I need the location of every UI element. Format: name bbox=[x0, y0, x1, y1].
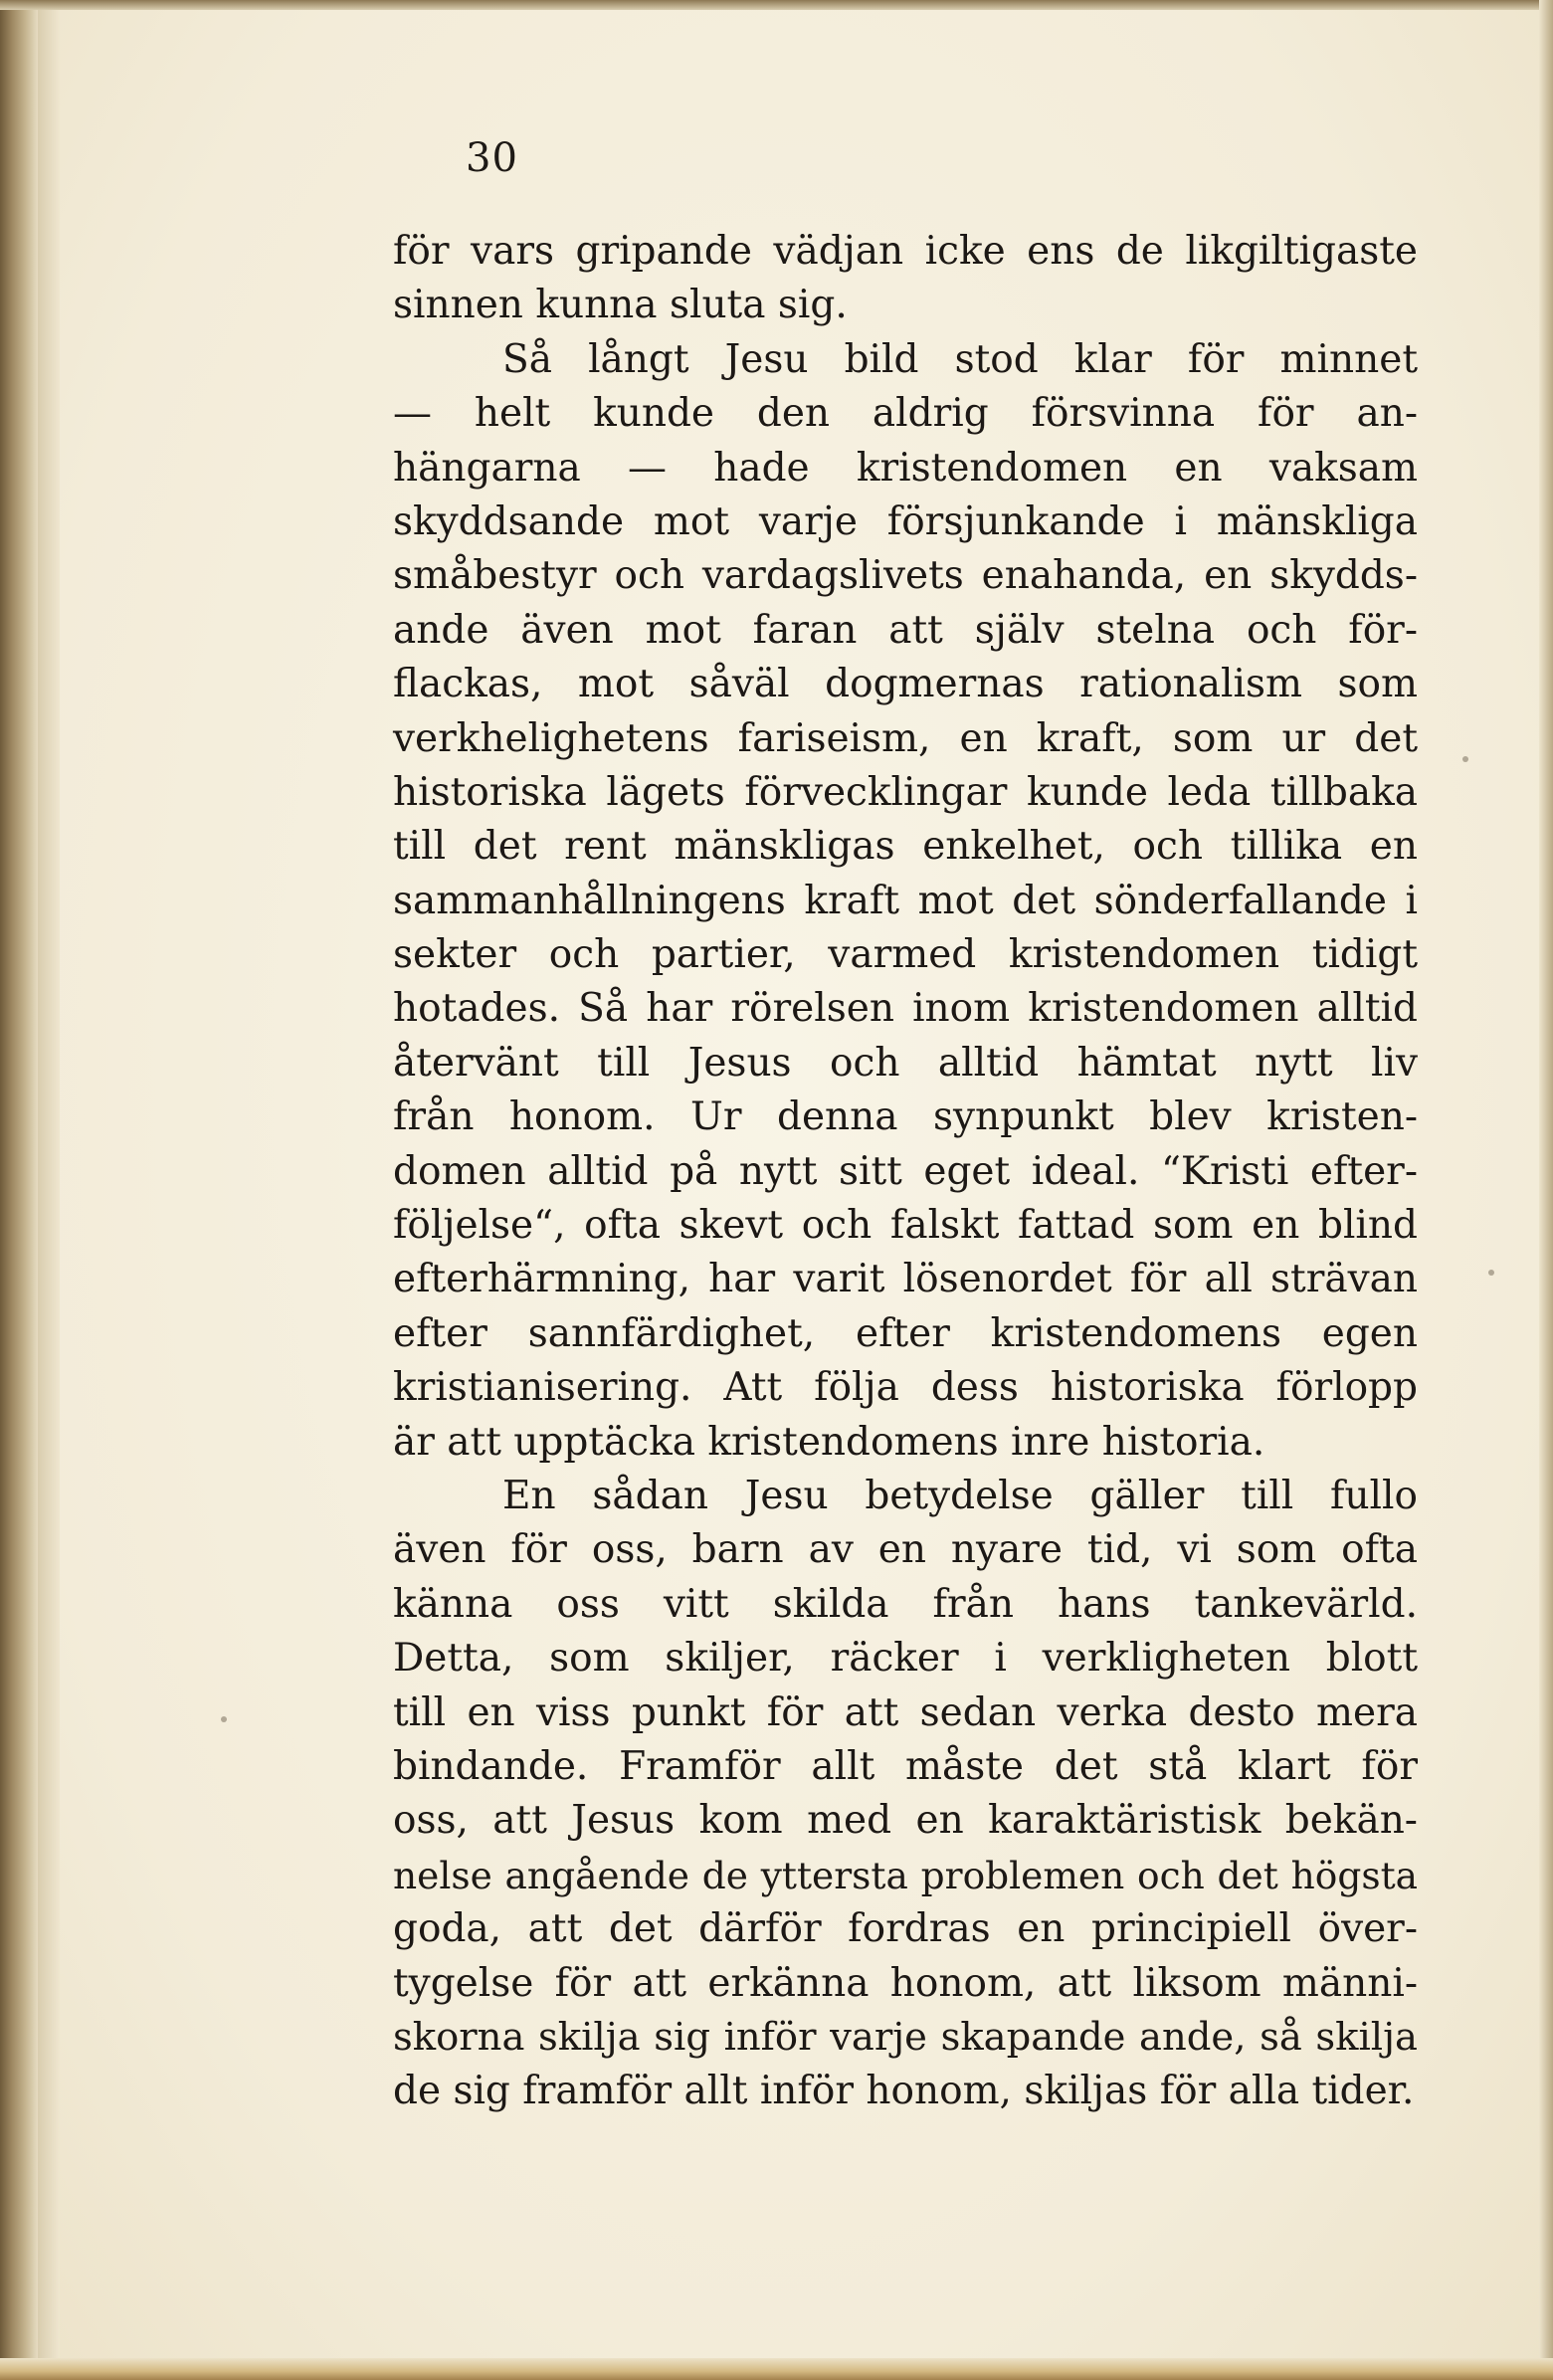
text-line: till en viss punkt för att sedan verka desto mera bbox=[393, 1689, 1418, 1735]
text-line: till det rent mänskligas enkelhet, och tillika en bbox=[393, 824, 1418, 870]
text-line: även för oss, barn av en nyare tid, vi som ofta bbox=[393, 1527, 1418, 1573]
text-line: återvänt till Jesus och alltid hämtat nytt liv bbox=[393, 1040, 1418, 1086]
text-line: hängarna — hade kristendomen en vaksam bbox=[393, 445, 1418, 491]
text-line: sekter och partier, varmed kristendomen tidigt bbox=[393, 932, 1418, 978]
text-line: tygelse för att erkänna honom, att liksom männi- bbox=[393, 1960, 1418, 2006]
text-line: bindande. Framför allt måste det stå klart för bbox=[393, 1743, 1418, 1789]
page-top-edge bbox=[0, 0, 1553, 10]
paper-speck bbox=[221, 1716, 227, 1722]
page-number: 30 bbox=[466, 135, 518, 181]
page-bottom-edge bbox=[0, 2358, 1553, 2380]
text-line: småbestyr och vardagslivets enahanda, en skydds- bbox=[393, 553, 1418, 599]
page-gutter bbox=[38, 0, 60, 2380]
text-line: En sådan Jesu betydelse gäller till fullo bbox=[502, 1473, 1418, 1518]
body-text bbox=[393, 225, 1418, 2119]
page-right-edge bbox=[1539, 0, 1553, 2380]
text-line: kristianisering. Att följa dess historiska förlopp bbox=[393, 1365, 1418, 1411]
text-line: för vars gripande vädjan icke ens de likgiltigaste bbox=[393, 229, 1418, 274]
text-line: skorna skilja sig inför varje skapande ande, så skilja bbox=[393, 2014, 1418, 2060]
text-line: sinnen kunna sluta sig. bbox=[393, 283, 848, 328]
text-line: känna oss vitt skilda från hans tankevärld. bbox=[393, 1581, 1418, 1627]
text-line: historiska lägets förvecklingar kunde leda tillbaka bbox=[393, 769, 1418, 815]
text-line: Detta, som skiljer, räcker i verkligheten blott bbox=[393, 1636, 1418, 1682]
text-line: verkhelighetens fariseism, en kraft, som ur det bbox=[393, 715, 1418, 761]
text-line: hotades. Så har rörelsen inom kristendomen alltid bbox=[393, 986, 1418, 1032]
paper-speck bbox=[1462, 756, 1468, 762]
text-line: är att upptäcka kristendomens inre historia. bbox=[393, 1419, 1265, 1465]
text-line: oss, att Jesus kom med en karaktäristisk bekän- bbox=[393, 1798, 1418, 1844]
text-line: de sig framför allt inför honom, skiljas för alla tider. bbox=[393, 2069, 1415, 2114]
text-line: goda, att det därför fordras en principiell över- bbox=[393, 1906, 1418, 1952]
text-line: — helt kunde den aldrig försvinna för an- bbox=[393, 391, 1418, 437]
text-line: skyddsande mot varje försjunkande i mänskliga bbox=[393, 498, 1418, 544]
text-line: följelse“, ofta skevt och falskt fattad som en blind bbox=[393, 1203, 1418, 1249]
text-line: sammanhållningens kraft mot det sönderfallande i bbox=[393, 878, 1418, 923]
text-line: från honom. Ur denna synpunkt blev kristen- bbox=[393, 1094, 1418, 1140]
text-line: Så långt Jesu bild stod klar för minnet bbox=[502, 336, 1418, 382]
paper-speck bbox=[1488, 1270, 1494, 1276]
text-line: efterhärmning, har varit lösenordet för all strävan bbox=[393, 1257, 1418, 1302]
text-line: ande även mot faran att själv stelna och för- bbox=[393, 607, 1418, 653]
text-line: flackas, mot såväl dogmernas rationalism som bbox=[393, 662, 1418, 707]
text-line: nelse angående de yttersta problemen och det högsta bbox=[393, 1853, 1418, 1897]
book-spine bbox=[0, 0, 38, 2380]
text-line: domen alltid på nytt sitt eget ideal. “Kristi efter- bbox=[393, 1148, 1418, 1194]
text-line: efter sannfärdighet, efter kristendomens egen bbox=[393, 1310, 1418, 1356]
